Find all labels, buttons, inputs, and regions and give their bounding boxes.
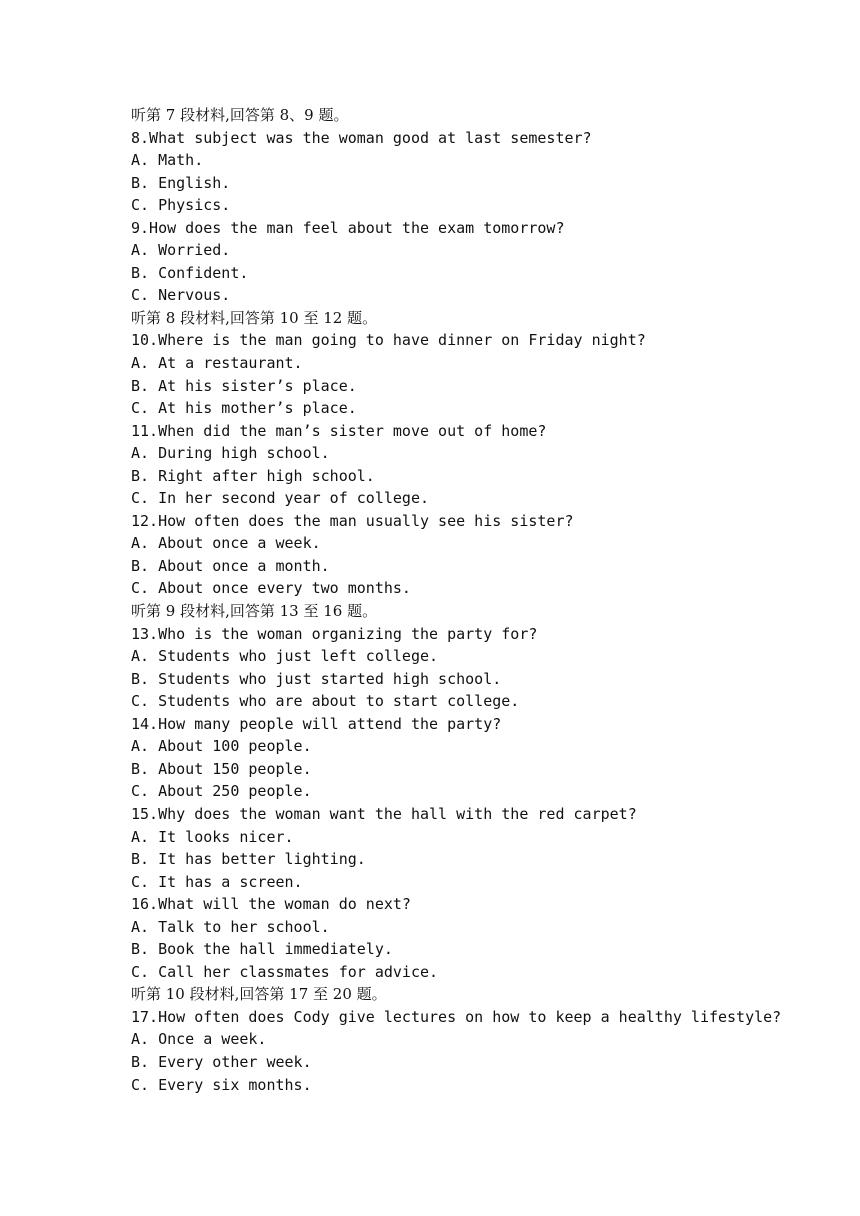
answer-option: C. About 250 people. — [131, 782, 312, 801]
answer-option: C. At his mother’s place. — [131, 399, 357, 418]
answer-option: A. Students who just left college. — [131, 647, 439, 666]
question-text: 13.Who is the woman organizing the party for? — [131, 624, 538, 643]
section-heading: 听第 9 段材料,回答第 13 至 16 题。 — [131, 602, 378, 621]
answer-option: C. Every six months. — [131, 1075, 312, 1094]
question-text: 11.When did the man’s sister move out of home? — [131, 421, 547, 440]
answer-option: A. Once a week. — [131, 1030, 267, 1049]
answer-option: A. About once a week. — [131, 534, 321, 553]
answer-option: B. At his sister’s place. — [131, 376, 357, 395]
question-text: 10.Where is the man going to have dinner on Friday night? — [131, 331, 646, 350]
section-heading: 听第 8 段材料,回答第 10 至 12 题。 — [131, 308, 378, 327]
answer-option: A. It looks nicer. — [131, 827, 294, 846]
answer-option: A. Worried. — [131, 241, 231, 260]
answer-option: B. About 150 people. — [131, 759, 312, 778]
question-text: 14.How many people will attend the party? — [131, 714, 502, 733]
answer-option: C. Physics. — [131, 196, 231, 215]
answer-option: C. Call her classmates for advice. — [131, 962, 439, 981]
answer-option: B. Confident. — [131, 263, 249, 282]
section-heading: 听第 10 段材料,回答第 17 至 20 题。 — [131, 985, 387, 1004]
question-text: 16.What will the woman do next? — [131, 895, 411, 914]
answer-option: B. Every other week. — [131, 1052, 312, 1071]
answer-option: A. Talk to her school. — [131, 917, 330, 936]
answer-option: B. It has better lighting. — [131, 850, 366, 869]
answer-option: A. At a restaurant. — [131, 354, 303, 373]
answer-option: A. About 100 people. — [131, 737, 312, 756]
answer-option: C. In her second year of college. — [131, 489, 430, 508]
answer-option: B. Right after high school. — [131, 466, 375, 485]
answer-option: C. It has a screen. — [131, 872, 303, 891]
answer-option: B. Students who just started high school. — [131, 669, 502, 688]
answer-option: C. Students who are about to start college. — [131, 692, 520, 711]
answer-option: B. Book the hall immediately. — [131, 940, 393, 959]
section-heading: 听第 7 段材料,回答第 8、9 题。 — [131, 106, 349, 124]
answer-option: A. Math. — [131, 151, 204, 170]
answer-option: C. Nervous. — [131, 286, 231, 305]
answer-option: B. About once a month. — [131, 556, 330, 575]
document-body — [131, 104, 811, 1096]
question-text: 12.How often does the man usually see his sister? — [131, 511, 574, 530]
answer-option: C. About once every two months. — [131, 579, 411, 598]
question-text: 15.Why does the woman want the hall with the red carpet? — [131, 804, 637, 823]
answer-option: A. During high school. — [131, 444, 330, 463]
question-text: 17.How often does Cody give lectures on how to keep a healthy lifestyle? — [131, 1007, 782, 1026]
question-text: 8.What subject was the woman good at last semester? — [131, 128, 592, 147]
answer-option: B. English. — [131, 173, 231, 192]
question-text: 9.How does the man feel about the exam tomorrow? — [131, 218, 565, 237]
